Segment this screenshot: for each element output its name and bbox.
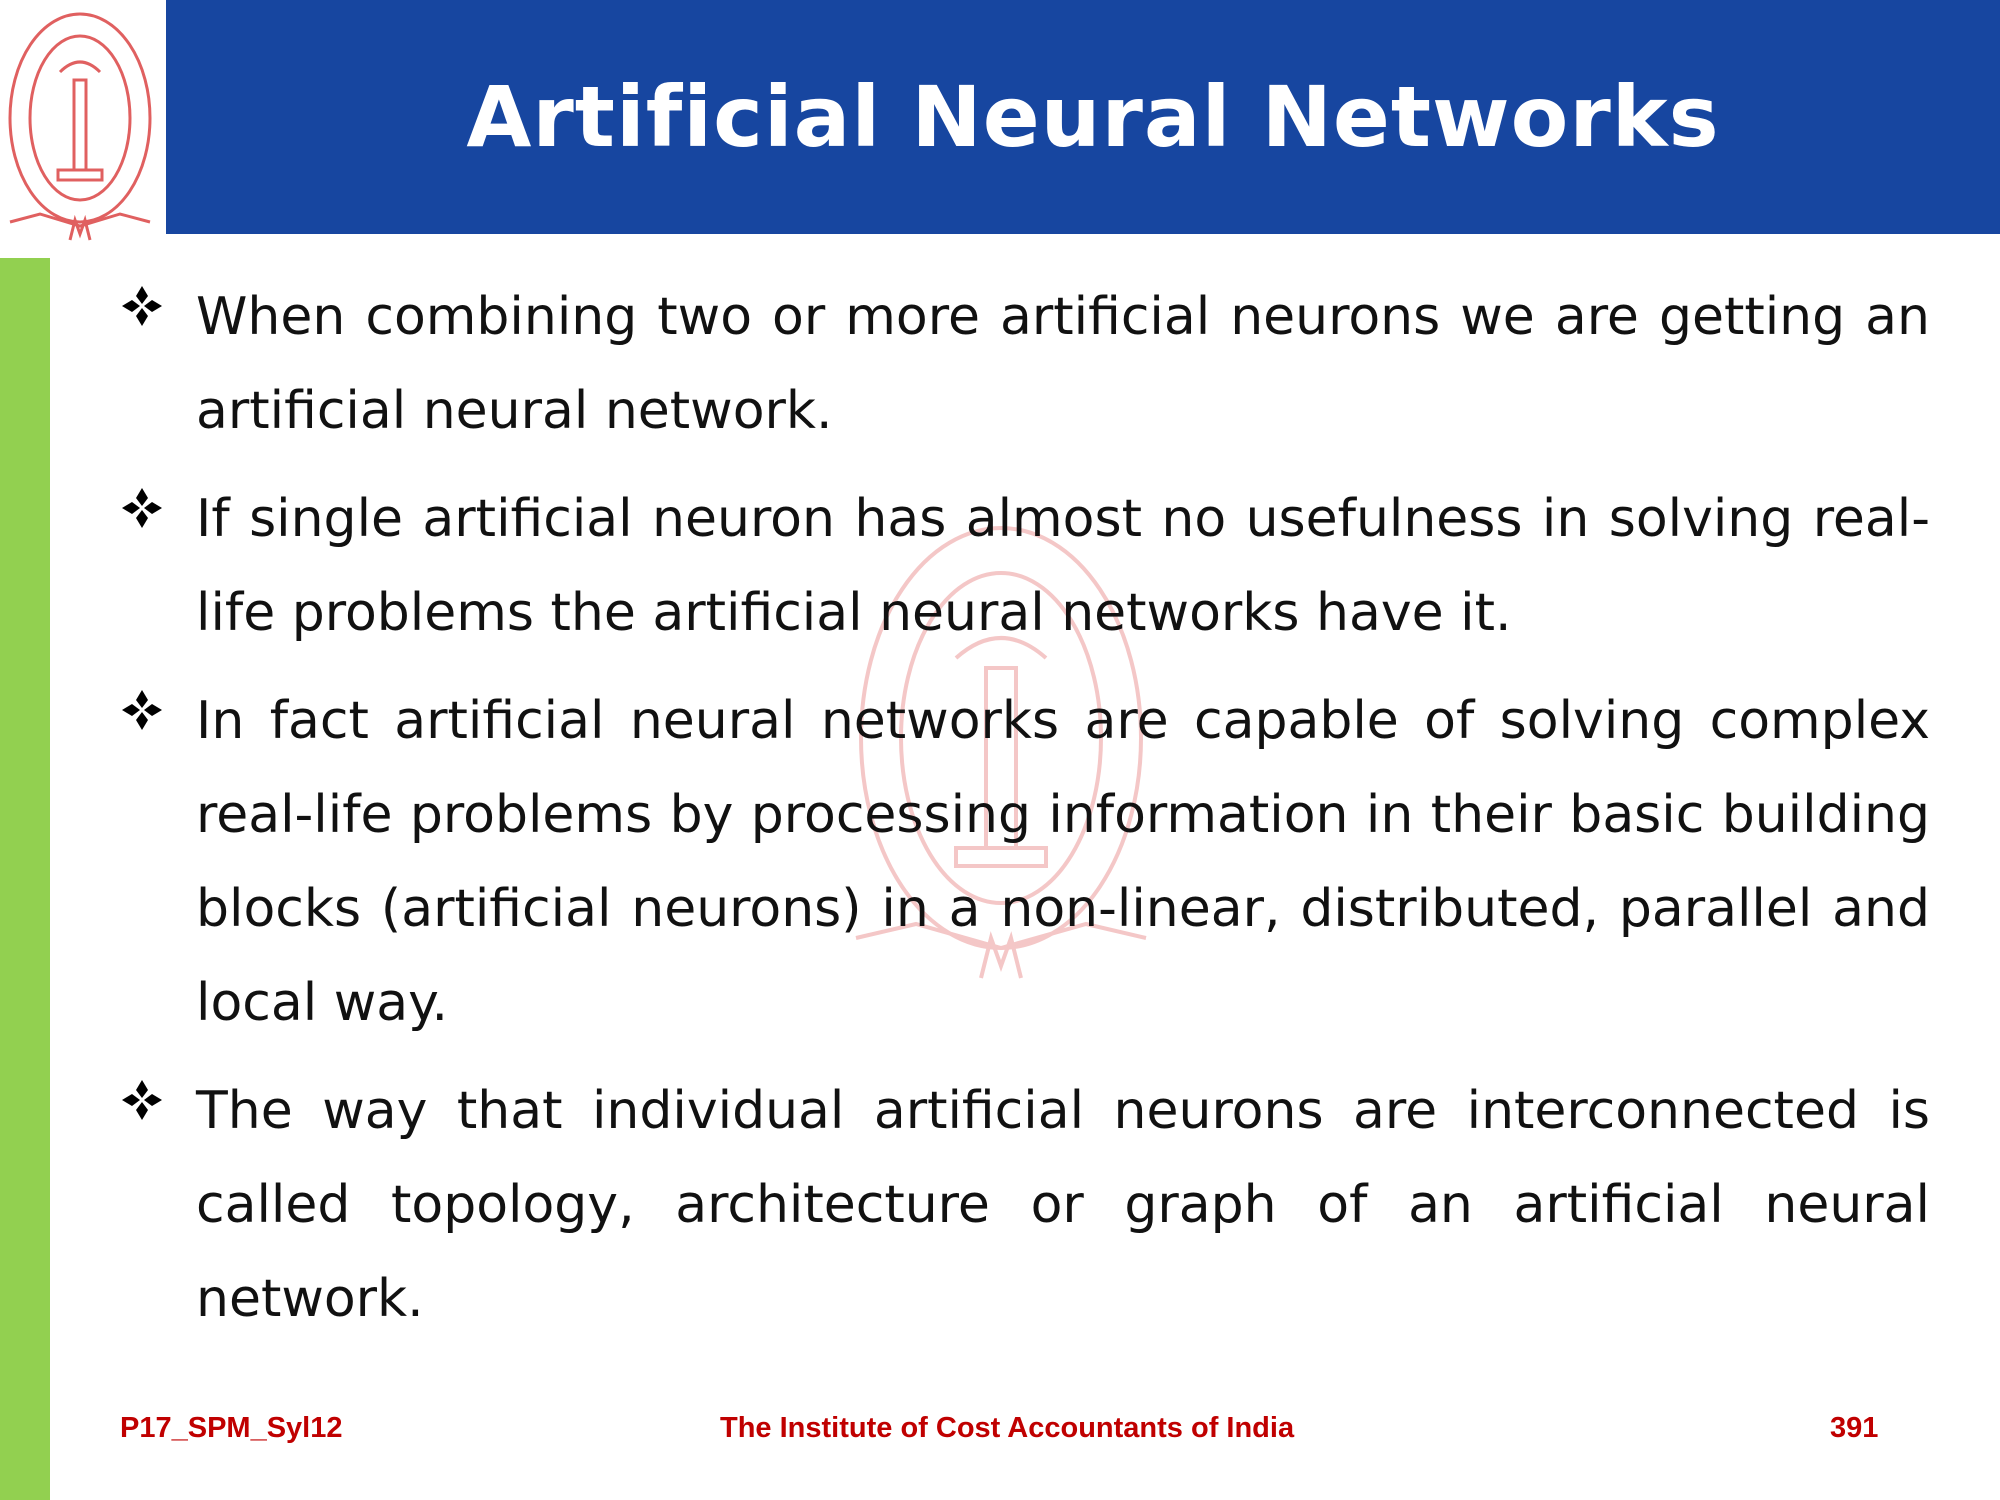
bullet-text: When combining two or more artificial neurons we are getting an artificial neural network. [196,287,1930,441]
page-number: 391 [1830,1412,1879,1444]
list-item [120,1064,1930,1346]
bullet-list [120,270,1930,1360]
title-banner [166,0,2000,234]
diamond-bullet-icon [120,1078,164,1122]
bullet-text: In fact artificial neural networks are capable of solving complex real-life problems by processing information in their basic building blocks (artificial neurons) in a non-linear, distributed, parallel and local way. [196,691,1930,1033]
footer-code: P17_SPM_Syl12 [120,1412,343,1444]
institute-logo [0,0,166,258]
diamond-bullet-icon [120,284,164,328]
page-title: Artificial Neural Networks [466,68,1720,166]
left-accent-bar [0,258,50,1500]
diamond-bullet-icon [120,486,164,530]
bullet-text: The way that individual artificial neurons are interconnected is called topology, architecture or graph of an artificial neural network. [196,1081,1930,1329]
bullet-text: If single artificial neuron has almost no usefulness in solving real-life problems the artificial neural networks have it. [196,489,1930,643]
list-item [120,472,1930,660]
diamond-bullet-icon [120,688,164,732]
list-item [120,674,1930,1050]
list-item [120,270,1930,458]
footer-institute: The Institute of Cost Accountants of India [720,1412,1295,1444]
